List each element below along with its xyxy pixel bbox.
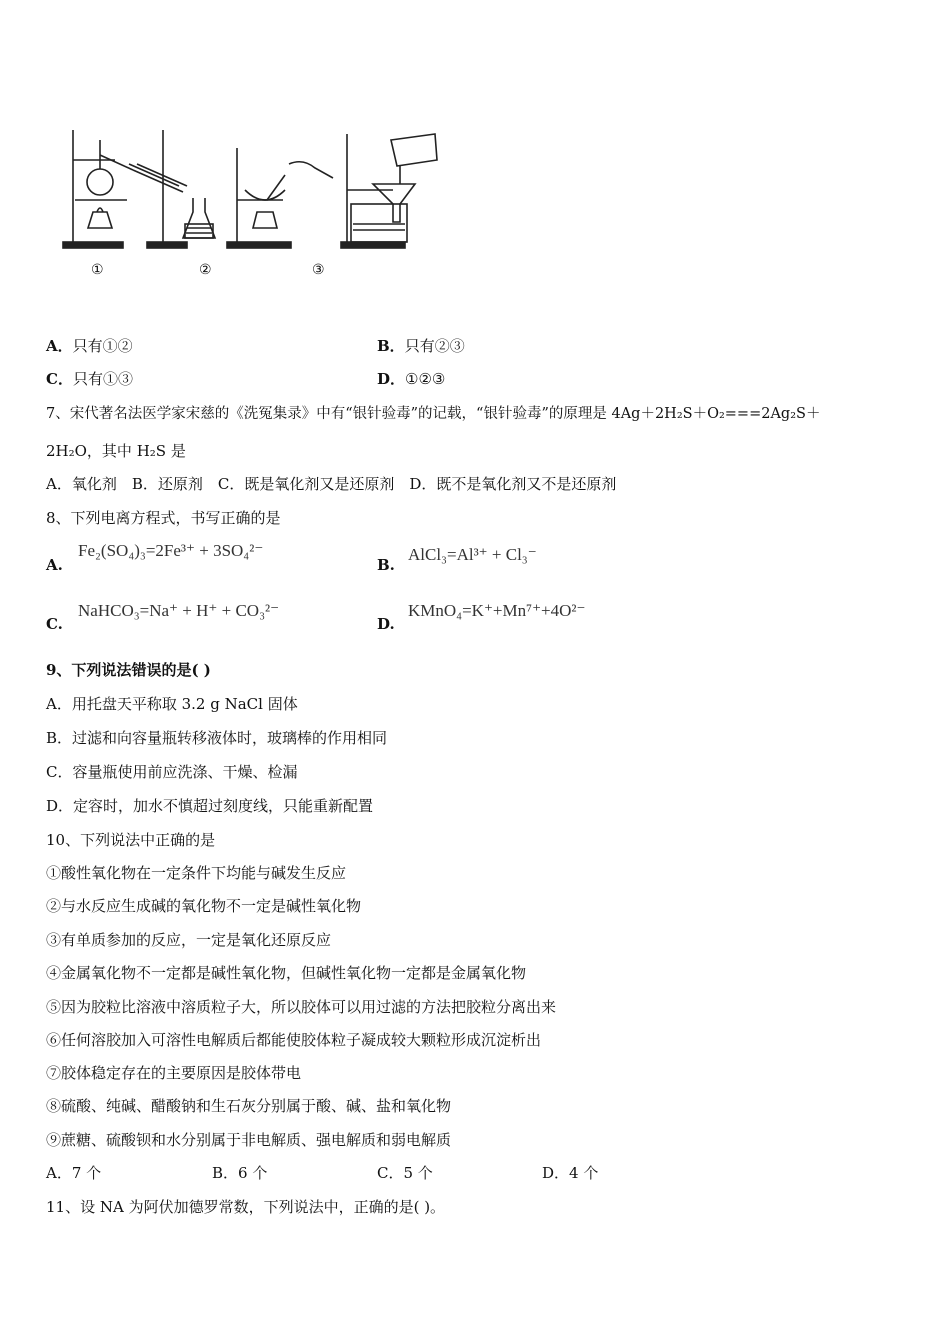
q7-stem-line2: 2H₂O，其中 H₂S 是: [46, 442, 186, 460]
q6-option-c-key: C．: [46, 370, 73, 388]
q10-item-8: ⑧硫酸、纯碱、醋酸钠和生石灰分别属于酸、碱、盐和氧化物: [46, 1097, 452, 1115]
figure-label-1: ①: [91, 262, 104, 278]
q6-option-a-key: A．: [46, 337, 73, 355]
q10-option-a: A．7 个: [46, 1164, 102, 1182]
q10-option-c: C．5 个: [377, 1164, 433, 1182]
q6-option-c-text: 只有①③: [72, 370, 133, 388]
q10-item-5: ⑤因为胶粒比溶液中溶质粒子大，所以胶体可以用过滤的方法把胶粒分离出来: [46, 998, 557, 1016]
q8-formula-a: Fe₂(SO₄)₃=2Fe³⁺ + 3SO₄²⁻: [78, 541, 264, 560]
q9-stem: 9、下列说法错误的是( ): [46, 661, 211, 679]
q8-label-d: D.: [377, 615, 395, 633]
q10-item-4: ④金属氧化物不一定都是碱性氧化物，但碱性氧化物一定都是金属氧化物: [46, 964, 527, 982]
q10-option-d: D．4 个: [542, 1164, 599, 1182]
q6-option-b-key: B．: [377, 337, 405, 355]
q10-item-2: ②与水反应生成碱的氧化物不一定是碱性氧化物: [46, 897, 362, 915]
q6-option-b-text: 只有②③: [404, 337, 465, 355]
q9-option-c: C．容量瓶使用前应洗涤、干燥、检漏: [46, 763, 298, 781]
q6-option-d-key: D．: [377, 370, 406, 388]
q10-stem: 10、下列说法中正确的是: [46, 831, 216, 849]
distillation-apparatus-icon: [63, 130, 215, 248]
q10-item-6: ⑥任何溶胶加入可溶性电解质后都能使胶体粒子凝成较大颗粒形成沉淀析出: [46, 1031, 542, 1049]
q7-options: A．氧化剂 B．还原剂 C．既是氧化剂又是还原剂 D．既不是氧化剂又不是还原剂: [46, 475, 617, 493]
q10-item-1: ①酸性氧化物在一定条件下均能与碱发生反应: [46, 864, 347, 882]
q10-item-3: ③有单质参加的反应，一定是氧化还原反应: [46, 931, 332, 949]
q6-option-d: [377, 369, 445, 389]
apparatus-figure: [55, 120, 455, 285]
q10-item-9: ⑨蔗糖、硫酸钡和水分别属于非电解质、强电解质和弱电解质: [46, 1131, 452, 1149]
q8-label-c: C.: [46, 615, 63, 633]
q6-option-d-text: ①②③: [405, 370, 446, 388]
q8-stem: 8、下列电离方程式，书写正确的是: [46, 509, 281, 527]
filtration-apparatus-icon: [341, 134, 437, 248]
q6-option-c: [46, 369, 133, 389]
q9-option-b: B．过滤和向容量瓶转移液体时，玻璃棒的作用相同: [46, 729, 388, 747]
q10-option-b: B．6 个: [212, 1164, 268, 1182]
figure-label-2: ②: [199, 262, 212, 278]
q6-option-b: [377, 336, 465, 356]
q8-formula-b: AlCl₃=Al³⁺ + Cl₃⁻: [408, 545, 537, 564]
q11-stem: 11、设 NA 为阿伏加德罗常数，下列说法中，正确的是( )。: [46, 1198, 446, 1216]
q8-label-b: B.: [377, 556, 395, 574]
q9-option-d: D．定容时，加水不慎超过刻度线，只能重新配置: [46, 797, 374, 815]
q6-option-a-text: 只有①②: [72, 337, 133, 355]
q9-option-a: A．用托盘天平称取 3.2 g NaCl 固体: [46, 695, 298, 713]
q6-option-a: [46, 336, 133, 356]
q8-label-a: A.: [46, 556, 63, 574]
q8-formula-c: NaHCO₃=Na⁺ + H⁺ + CO₃²⁻: [78, 601, 280, 620]
q10-item-7: ⑦胶体稳定存在的主要原因是胶体带电: [46, 1064, 302, 1082]
evaporation-apparatus-icon: [227, 148, 333, 248]
figure-label-3: ③: [312, 262, 325, 278]
q8-formula-d: KMnO₄=K⁺+Mn⁷⁺+4O²⁻: [408, 601, 586, 620]
q7-stem-line1: 7、宋代著名法医学家宋慈的《洗冤集录》中有“银针验毒”的记载，“银针验毒”的原理是 4Ag＋2H₂S＋O₂===2Ag₂S＋: [46, 406, 821, 422]
